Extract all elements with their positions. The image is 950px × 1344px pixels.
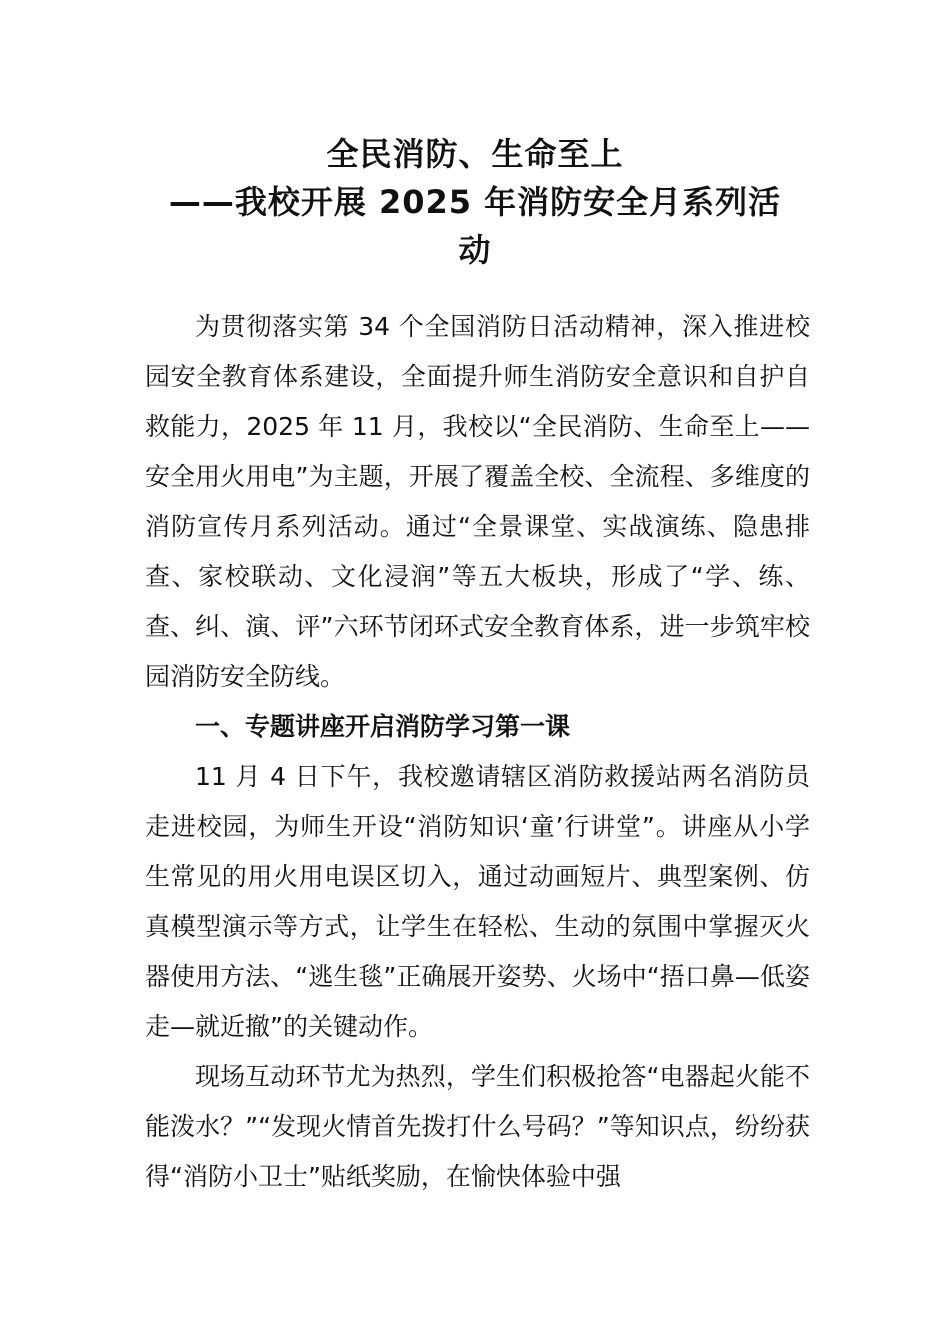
section-heading-1: 一、专题讲座开启消防学习第一课	[195, 712, 571, 741]
title-line-subtitle-continued: 动	[458, 231, 492, 269]
title-line-main: 全民消防、生命至上	[326, 135, 624, 173]
intro-paragraph: 为贯彻落实第 34 个全国消防日活动精神，深入推进校园安全教育体系建设，全面提升师生消防安全意识和自护自救能力，2025 年 11 月，我校以“全民消防、生命至上——安全用火用电”为主题，开展了覆盖全校、全流程、多维度的消防宣传月系列活动。通过“全景课堂、实战演练、隐患排查、家校联动、文化浸润”等五大板块，形成了“学、练、查、纠、演、评”六环节闭环式安全教育体系，进一步筑牢校园消防安全防线。	[145, 312, 810, 691]
title-line-subtitle: ——我校开展 2025 年消防安全月系列活	[168, 183, 782, 221]
document-body	[145, 302, 810, 1202]
document-title	[140, 130, 810, 274]
section-1-paragraph-2: 现场互动环节尤为热烈，学生们积极抢答“电器起火能不能泼水？”“发现火情首先拨打什么号码？”等知识点，纷纷获得“消防小卫士”贴纸奖励，在愉快体验中强	[145, 1062, 810, 1191]
section-1-paragraph-1: 11 月 4 日下午，我校邀请辖区消防救援站两名消防员走进校园，为师生开设“消防知识‘童’行讲堂”。讲座从小学生常见的用火用电误区切入，通过动画短片、典型案例、仿真模型演示等方式，让学生在轻松、生动的氛围中掌握灭火器使用方法、“逃生毯”正确展开姿势、火场中“捂口鼻—低姿走—就近撤”的关键动作。	[145, 762, 810, 1041]
